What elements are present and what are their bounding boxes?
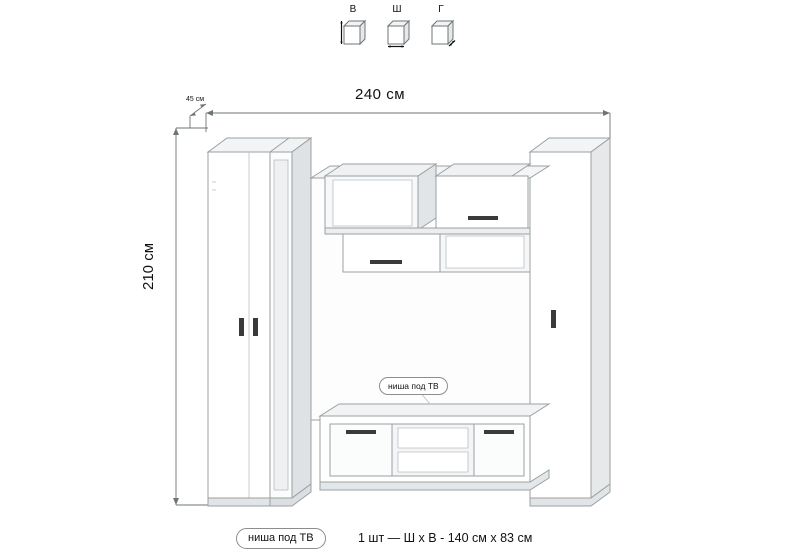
dimension-width-label: 240 см [355, 86, 406, 103]
dimension-width [206, 110, 610, 140]
handle[interactable] [346, 430, 376, 434]
handle[interactable] [370, 260, 402, 264]
handle[interactable] [551, 310, 556, 328]
dimension-height [173, 128, 212, 505]
footer-badge: ниша под ТВ [236, 528, 326, 549]
dimension-height-label: 210 см [140, 242, 157, 290]
tv-stand [320, 404, 549, 490]
legend-letter-depth: Г [438, 4, 444, 15]
tv-niche-callout: ниша под ТВ [379, 377, 448, 395]
glass-panel [274, 160, 288, 490]
left-glass-column [270, 138, 311, 506]
upper-right-cabinet [436, 164, 530, 230]
dimension-depth [190, 104, 206, 128]
legend-letter-width: Ш [392, 4, 402, 15]
handle[interactable] [468, 216, 498, 220]
middle-shelf-row [325, 228, 530, 272]
handle[interactable] [239, 318, 244, 336]
right-wardrobe [530, 138, 610, 506]
handle[interactable] [253, 318, 258, 336]
handle[interactable] [484, 430, 514, 434]
legend-letter-height: В [349, 4, 357, 15]
footer-spec: 1 шт — Ш х В - 140 см x 83 см [358, 531, 533, 545]
dimension-depth-label: 45 см [186, 96, 205, 103]
upper-left-shelf [325, 164, 436, 230]
